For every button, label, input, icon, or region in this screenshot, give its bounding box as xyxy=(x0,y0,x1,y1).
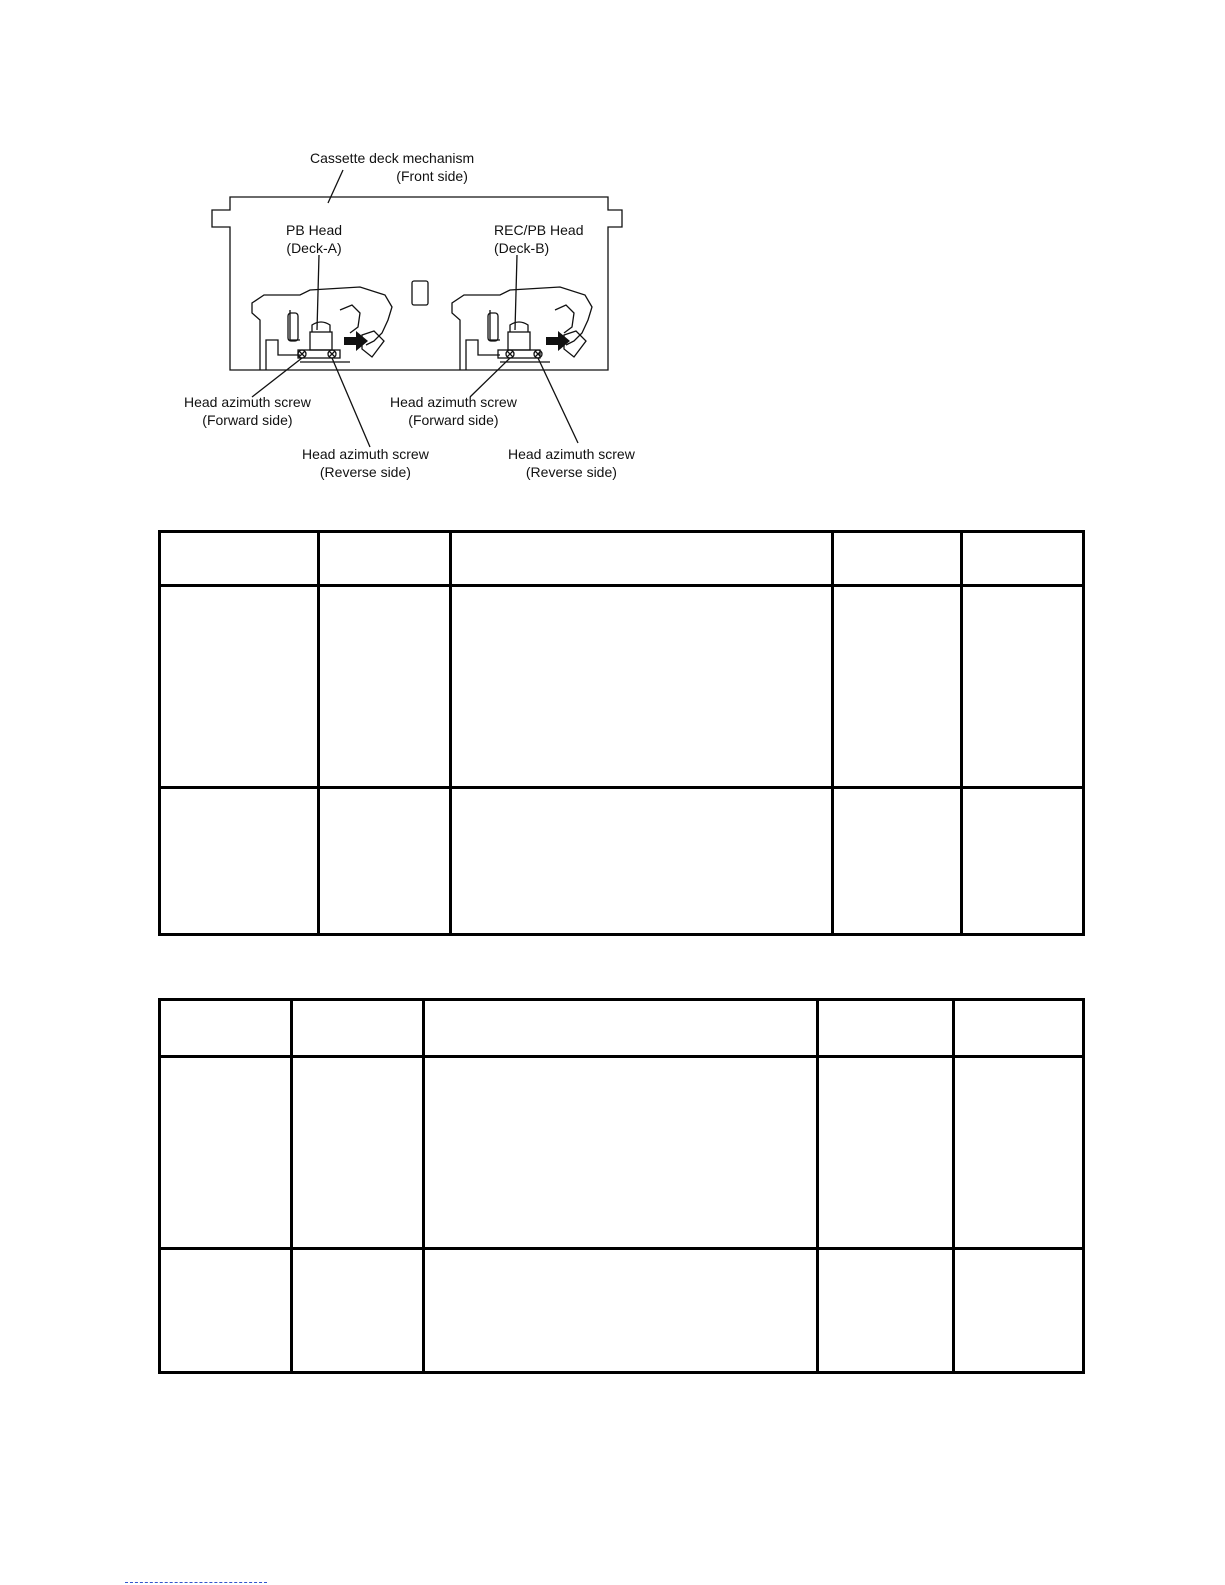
table-cell xyxy=(424,1057,818,1249)
mechanism-label xyxy=(310,149,474,185)
table-cell xyxy=(962,532,1084,586)
screw-a-forward-label xyxy=(184,393,311,429)
table-cell xyxy=(292,1057,424,1249)
deck-a-head-name: PB Head xyxy=(286,222,343,238)
table-cell xyxy=(292,1249,424,1373)
mechanism-label-title: Cassette deck mechanism xyxy=(310,150,475,166)
table-cell xyxy=(319,788,451,935)
table-cell xyxy=(160,1057,292,1249)
table-cell xyxy=(833,586,962,788)
table-cell xyxy=(160,1249,292,1373)
screw-b-forward-side: (Forward side) xyxy=(408,412,499,428)
footer-link-underline xyxy=(125,1582,267,1583)
table-2-header-row xyxy=(160,1000,1084,1057)
table-cell xyxy=(818,1000,954,1057)
table-cell xyxy=(424,1000,818,1057)
screw-a-forward-title: Head azimuth screw xyxy=(184,394,311,410)
cassette-deck-diagram xyxy=(160,135,680,490)
table-cell xyxy=(451,788,833,935)
deck-b-head-name: REC/PB Head xyxy=(494,222,584,238)
table-1-row xyxy=(160,788,1084,935)
screw-b-reverse-title: Head azimuth screw xyxy=(508,446,635,462)
table-cell xyxy=(319,586,451,788)
table-cell xyxy=(954,1000,1084,1057)
table-cell xyxy=(962,788,1084,935)
table-cell xyxy=(818,1057,954,1249)
table-cell xyxy=(451,586,833,788)
screw-b-forward-title: Head azimuth screw xyxy=(390,394,517,410)
screw-b-forward-label xyxy=(390,393,517,429)
table-cell xyxy=(833,532,962,586)
table-cell xyxy=(292,1000,424,1057)
deck-a-head-label xyxy=(286,221,342,257)
mechanism-label-side: (Front side) xyxy=(396,168,468,184)
screw-b-reverse-label xyxy=(508,445,635,481)
table-cell xyxy=(818,1249,954,1373)
table-cell xyxy=(962,586,1084,788)
table-1-header-row xyxy=(160,532,1084,586)
screw-a-reverse-label xyxy=(302,445,429,481)
table-cell xyxy=(319,532,451,586)
table-cell xyxy=(451,532,833,586)
table-1-row xyxy=(160,586,1084,788)
table-cell xyxy=(160,586,319,788)
table-cell xyxy=(160,532,319,586)
table-cell xyxy=(954,1057,1084,1249)
table-cell xyxy=(424,1249,818,1373)
deck-mechanism-drawing xyxy=(160,135,680,490)
deck-a-name: (Deck-A) xyxy=(286,240,342,256)
table-cell xyxy=(833,788,962,935)
screw-b-reverse-side: (Reverse side) xyxy=(525,464,617,480)
deck-b-head-label xyxy=(494,221,583,257)
deck-b-name: (Deck-B) xyxy=(494,240,550,256)
table-2-row xyxy=(160,1057,1084,1249)
adjustment-table-2 xyxy=(158,998,1085,1374)
table-cell xyxy=(954,1249,1084,1373)
screw-a-reverse-title: Head azimuth screw xyxy=(302,446,429,462)
adjustment-table-1 xyxy=(158,530,1085,936)
screw-a-reverse-side: (Reverse side) xyxy=(319,464,411,480)
table-cell xyxy=(160,1000,292,1057)
table-cell xyxy=(160,788,319,935)
table-2-row xyxy=(160,1249,1084,1373)
screw-a-forward-side: (Forward side) xyxy=(202,412,293,428)
